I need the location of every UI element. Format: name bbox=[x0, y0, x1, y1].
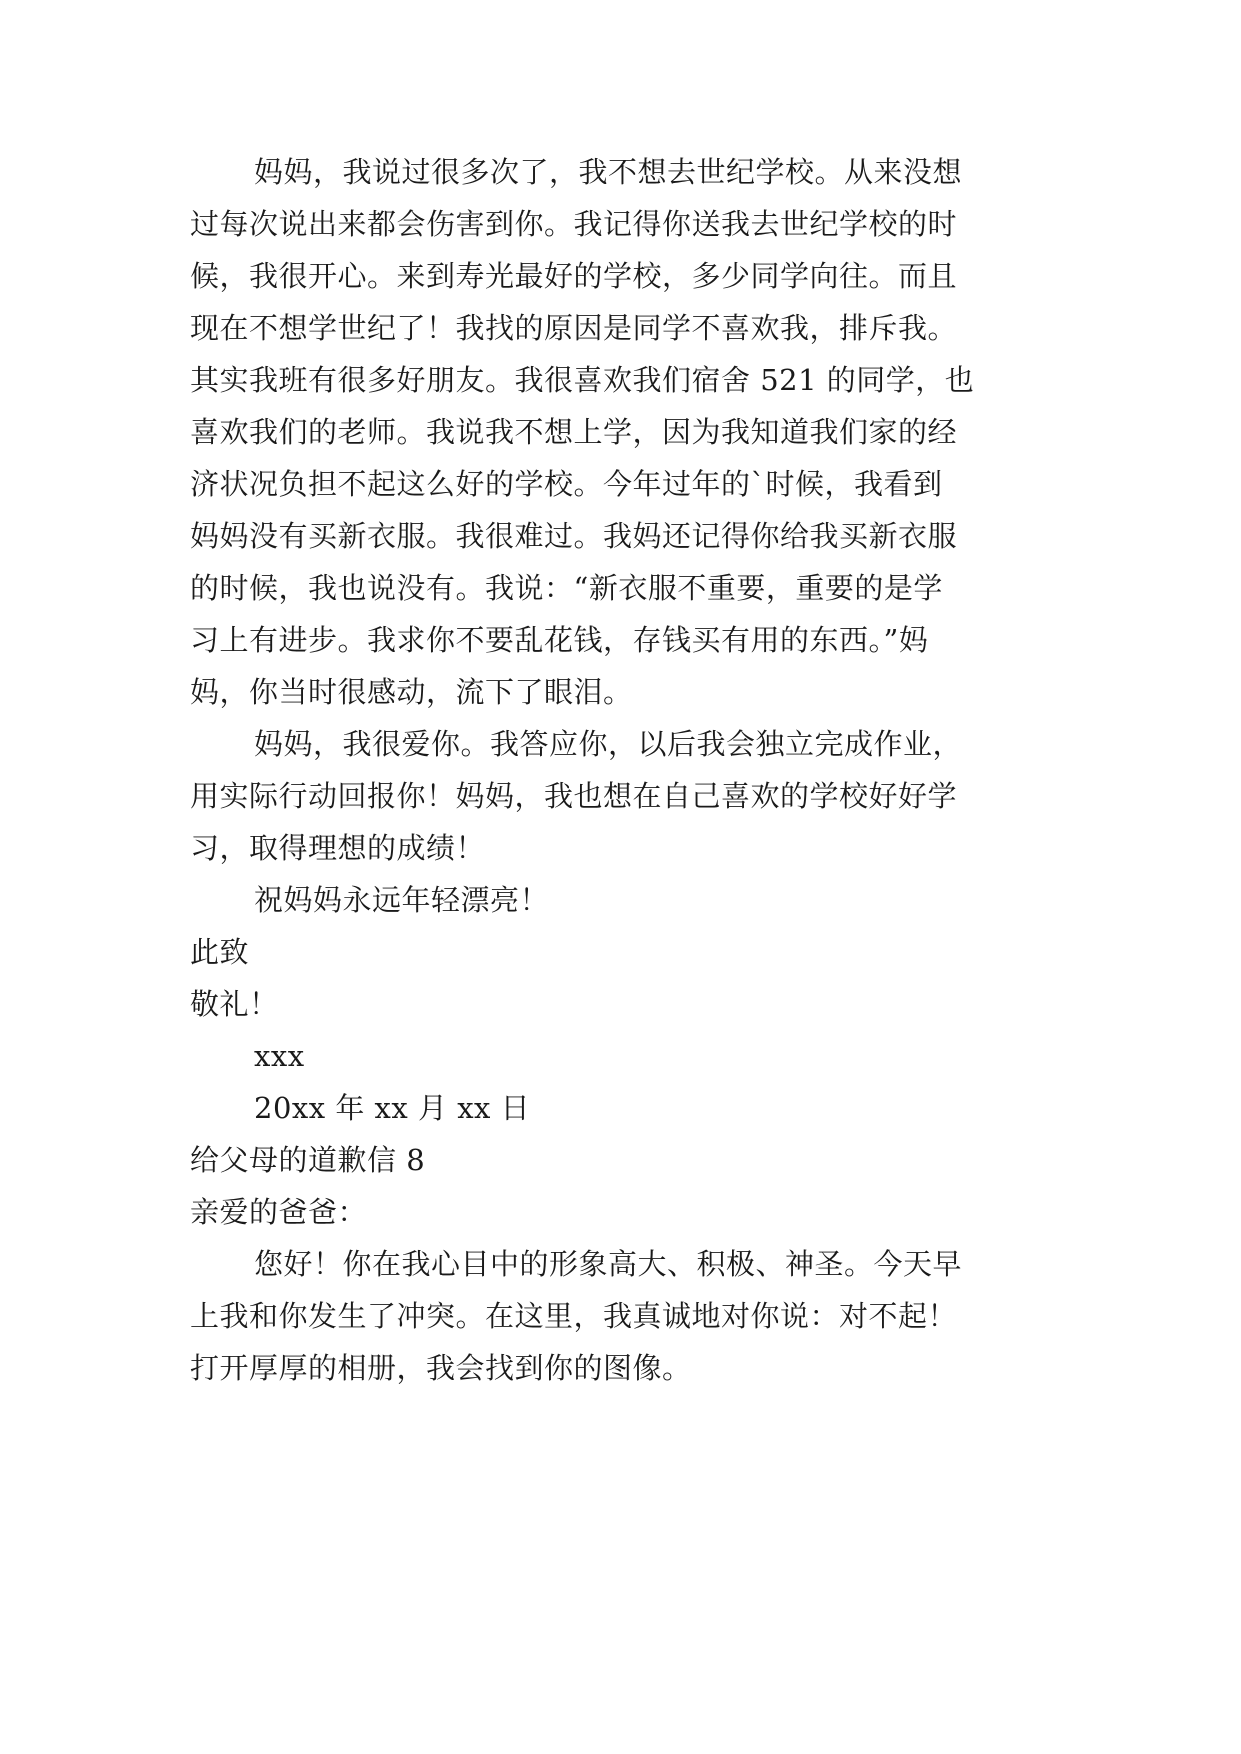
paragraph-line: 济状况负担不起这么好的学校。今年过年的`时候，我看到 bbox=[190, 467, 943, 501]
paragraph-line: 妈妈，我说过很多次了，我不想去世纪学校。从来没想 bbox=[254, 155, 963, 189]
closing-wish: 祝妈妈永远年轻漂亮！ bbox=[254, 883, 550, 917]
paragraph-line: 您好！你在我心目中的形象高大、积极、神圣。今天早 bbox=[254, 1247, 963, 1281]
paragraph-line: 喜欢我们的老师。我说我不想上学，因为我知道我们家的经 bbox=[190, 415, 958, 449]
paragraph-line: 现在不想学世纪了！我找的原因是同学不喜欢我，排斥我。 bbox=[190, 311, 958, 345]
paragraph-line: 上我和你发生了冲突。在这里，我真诚地对你说：对不起！ bbox=[190, 1299, 958, 1333]
letter-title: 给父母的道歉信 8 bbox=[190, 1143, 426, 1177]
paragraph-line: 的时候，我也说没有。我说：“新衣服不重要，重要的是学 bbox=[190, 571, 943, 605]
paragraph-line: 妈妈没有买新衣服。我很难过。我妈还记得你给我买新衣服 bbox=[190, 519, 958, 553]
salutation-regards: 敬礼！ bbox=[190, 987, 279, 1021]
paragraph-line: 过每次说出来都会伤害到你。我记得你送我去世纪学校的时 bbox=[190, 207, 958, 241]
signature: xxx bbox=[254, 1039, 305, 1073]
paragraph-line: 候，我很开心。来到寿光最好的学校，多少同学向往。而且 bbox=[190, 259, 958, 293]
date-line: 20xx 年 xx 月 xx 日 bbox=[254, 1091, 531, 1125]
letter-greeting: 亲爱的爸爸： bbox=[190, 1195, 368, 1229]
paragraph-line: 其实我班有很多好朋友。我很喜欢我们宿舍 521 的同学，也 bbox=[190, 363, 975, 397]
paragraph-line: 用实际行动回报你！妈妈，我也想在自己喜欢的学校好好学 bbox=[190, 779, 958, 813]
paragraph-line: 习，取得理想的成绩！ bbox=[190, 831, 486, 865]
paragraph-line: 妈妈，我很爱你。我答应你，以后我会独立完成作业， bbox=[254, 727, 963, 761]
paragraph-line: 妈，你当时很感动，流下了眼泪。 bbox=[190, 675, 633, 709]
paragraph-line: 打开厚厚的相册，我会找到你的图像。 bbox=[190, 1351, 692, 1385]
paragraph-line: 习上有进步。我求你不要乱花钱，存钱买有用的东西。”妈 bbox=[190, 623, 929, 657]
salutation-close: 此致 bbox=[190, 935, 250, 969]
